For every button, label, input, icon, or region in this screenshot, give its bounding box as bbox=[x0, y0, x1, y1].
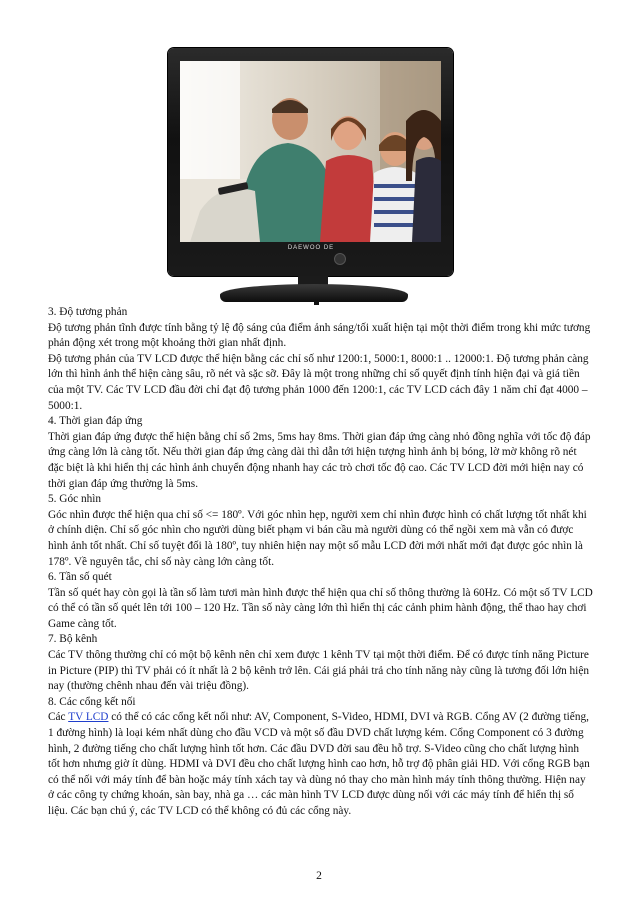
section-contrast bbox=[48, 305, 593, 414]
section-refresh-rate bbox=[48, 570, 593, 632]
tv-bezel bbox=[168, 48, 453, 276]
paragraph-lead: Các bbox=[48, 711, 69, 724]
section-heading: 8. Các cổng kết nối bbox=[48, 695, 136, 708]
power-button-icon bbox=[334, 253, 346, 265]
tv-lcd-link[interactable]: TV LCD bbox=[68, 711, 109, 724]
paragraph: Các TV thông thường chỉ có một bộ kênh nên chỉ xem được 1 kênh TV tại một thời điểm. Để có được tính năng Picture in Picture (PIP) thì TV phải có ít nhất là 2 bộ kênh trở lên. Cái giá phải trả cho tính năng này cũng là tương đối lớn hiện nay (thường chênh nhau đến vài triệu đồng). bbox=[48, 649, 589, 693]
paragraph: Thời gian đáp ứng được thể hiện bằng chỉ số 2ms, 5ms hay 8ms. Thời gian đáp ứng càng nhỏ đồng nghĩa với tốc độ đáp ứng càng lớn là càng tốt. Nếu thời gian đáp ứng càng dài thì dẫn tới hiện tượng hình ảnh bị bóng, lờ mờ không rõ nét đặc biệt là khi hiển thị các hình ảnh chuyển động nhanh hay các trò chơi tốc độ cao. Các TV LCD đời mới hiện nay có thời gian đáp ứng thường là 5ms. bbox=[48, 430, 591, 490]
section-heading: 3. Độ tương phản bbox=[48, 306, 128, 318]
page-number: 2 bbox=[316, 870, 322, 882]
section-heading: 5. Góc nhìn bbox=[48, 493, 102, 506]
paragraph bbox=[48, 710, 593, 819]
tv-brand-logo: DAEWOO DE bbox=[287, 245, 335, 251]
paragraph: Tần số quét hay còn gọi là tần số làm tươi màn hình được thể hiện qua chỉ số thông thường là 60Hz. Có một số TV LCD có thể có tần số quét lên tới 100 – 120 Hz. Tần số này càng lớn thì hiển thị các cảnh phim hành động, thể thao hay chơi Game càng tốt. bbox=[48, 586, 593, 630]
paragraph: Độ tương phản của TV LCD được thể hiện bằng các chỉ số như 1200:1, 5000:1, 8000:1 .. 12000:1. Độ tương phản càng lớn thì hình ảnh thể hiện càng sâu, rõ nét và sặc sỡ. Đây là một trong những chỉ số quyết định tính hiện đại và giá tiền của một TV. Các TV LCD đầu đời chỉ đạt độ tương phản 1000 đến 1200:1, các TV LCD cách đây 1 năm chỉ đạt 4000 – 5000:1. bbox=[48, 352, 589, 412]
section-ports bbox=[48, 695, 593, 820]
tv-illustration bbox=[150, 40, 475, 308]
section-heading: 6. Tần số quét bbox=[48, 571, 112, 584]
document-body bbox=[48, 305, 593, 820]
section-tuner bbox=[48, 632, 593, 694]
section-heading: 4. Thời gian đáp ứng bbox=[48, 415, 143, 428]
paragraph: Góc nhìn được thể hiện qua chỉ số <= 180º. Với góc nhìn hẹp, người xem chỉ nhìn được hình có chất lượng tốt nhất khi ở chính diện. Chỉ số góc nhìn cho người dùng biết phạm vi bán cầu mà người dùng có thể ngồi xem mà vẫn có được hình ảnh tốt nhất. Chỉ số tuyệt đối là 180º, tuy nhiên hiện nay một số mẫu LCD đời mới nhất mới đạt được góc nhìn là 178º. Về nguyên tắc, chỉ số này càng lớn càng tốt. bbox=[48, 508, 587, 568]
section-heading: 7. Bộ kênh bbox=[48, 633, 98, 646]
paragraph: Độ tương phản tĩnh được tính bằng tỷ lệ độ sáng của điểm ảnh sáng/tối xuất hiện tại một thời điểm trong khi mức tương phản động xét trong một khoảng thời gian nhất định. bbox=[48, 321, 591, 350]
section-response-time bbox=[48, 414, 593, 492]
family-photo bbox=[180, 61, 441, 242]
section-viewing-angle bbox=[48, 492, 593, 570]
tv-screen-photo bbox=[180, 61, 441, 242]
paragraph-body: có thể có các cổng kết nối như: AV, Component, S-Video, HDMI, DVI và RGB. Cổng AV (2 đường tiếng, 1 đường hình) là loại kém nhất dùng cho đầu VCD và một số đầu DVD chất lượng kém. Cổng Component có 3 đường hình, 2 đường tiếng cho chất lượng hình tốt hơn. Các đầu DVD đời sau đều hỗ trợ. S-Video cũng cho chất lượng hình tốt hơn nhưng giờ ít dùng. HDMI và DVI đều cho chất lượng hình cao hơn, hỗ trợ độ phân giải HD. Với cổng RGB bạn có thể nối với máy tính để bàn hoặc máy tính xách tay và dùng nó thay cho màn hình máy tính thông thường. Hiện nay ở các công ty chứng khoán, sàn bay, nhà ga … các màn hình TV LCD được dùng nối với các máy tính để hiển thị số liệu. Các bạn chú ý, các TV LCD có thể không có đủ các cổng này. bbox=[48, 711, 590, 817]
